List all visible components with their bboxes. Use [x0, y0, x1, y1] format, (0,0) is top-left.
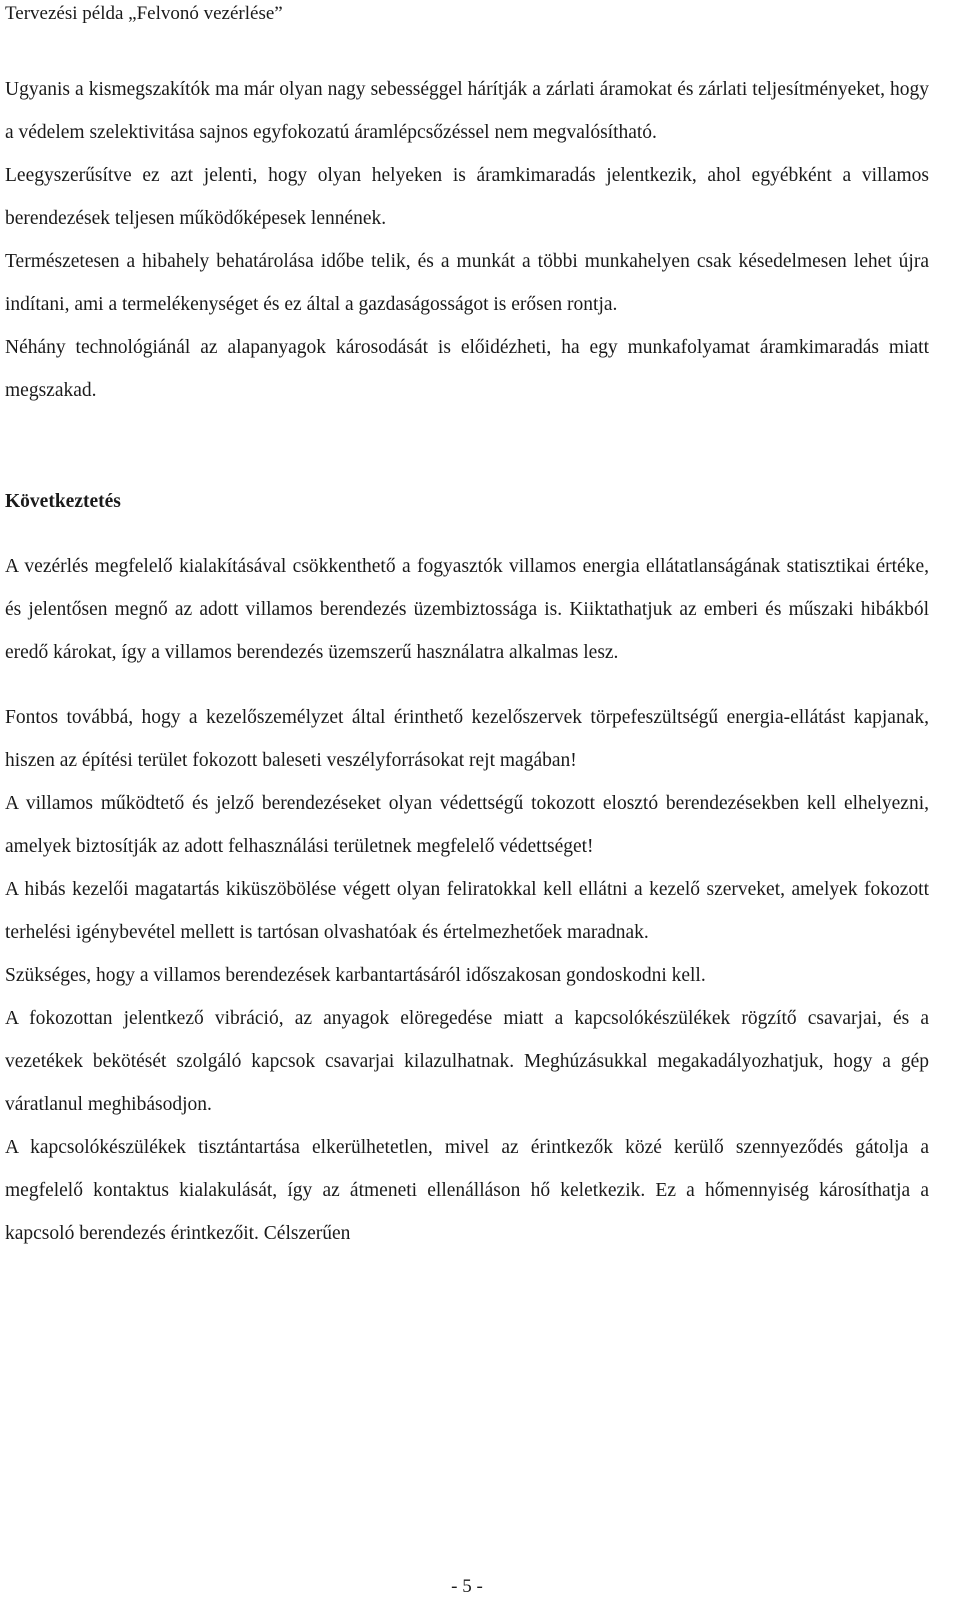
page-number: - 5 -: [451, 1576, 483, 1597]
requirements-section: [5, 696, 929, 1255]
paragraph: A fokozottan jelentkező vibráció, az anyagok elöregedése miatt a kapcsolókészülékek rögzítő csavarjai, és a vezetékek bekötését szolgáló kapcsok csavarjai kilazulhatnak. Meghúzásukkal megakadályozhatjuk, hogy a gép váratlanul meghibásodjon.: [5, 1008, 929, 1115]
paragraph: A kapcsolókészülékek tisztántartása elkerülhetetlen, mivel az érintkezők közé kerülő szennyeződés gátolja a megfelelő kontaktus kialakulását, így az átmeneti ellenálláson hő keletkezik. Ez a hőmennyiség károsíthatja a kapcsoló berendezés érintkezőit. Célszerűen: [5, 1137, 929, 1244]
document-page: [5, 0, 929, 1255]
paragraph: Természetesen a hibahely behatárolása időbe telik, és a munkát a többi munkahelyen csak késedelmesen lehet újra indítani, ami a termelékenységet és ez által a gazdaságosságot is erősen rontja.: [5, 251, 929, 315]
paragraph: Szükséges, hogy a villamos berendezések karbantartásáról időszakosan gondoskodni kell.: [5, 965, 706, 986]
paragraph: Fontos továbbá, hogy a kezelőszemélyzet által érinthető kezelőszervek törpefeszültségű energia-ellátást kapjanak, hiszen az építési terület fokozott baleseti veszélyforrásokat rejt magában!: [5, 707, 929, 771]
paragraph: Ugyanis a kismegszakítók ma már olyan nagy sebességgel hárítják a zárlati áramokat és zárlati teljesítményeket, hogy a védelem szelektivitása sajnos egyfokozatú áramlépcsőzéssel nem megvalósítható.: [5, 79, 929, 143]
page-header: Tervezési példa „Felvonó vezérlése”: [5, 3, 283, 24]
conclusion-section: [5, 545, 929, 674]
paragraph: A villamos működtető és jelző berendezéseket olyan védettségű tokozott elosztó berendezésekben kell elhelyezni, amelyek biztosítják az adott felhasználási területnek megfelelő védettséget!: [5, 793, 929, 857]
paragraph: A vezérlés megfelelő kialakításával csökkenthető a fogyasztók villamos energia ellátatlanságának statisztikai értéke, és jelentősen megnő az adott villamos berendezés üzembiztossága is. Kiiktathatjuk az emberi és műszaki hibákból eredő károkat, így a villamos berendezés üzemszerű használatra alkalmas lesz.: [5, 556, 929, 663]
paragraph: A hibás kezelői magatartás kiküszöbölése végett olyan feliratokkal kell ellátni a kezelő szerveket, amelyek fokozott terhelési igénybevétel mellett is tartósan olvashatóak és értelmezhetőek maradnak.: [5, 879, 929, 943]
paragraph: Néhány technológiánál az alapanyagok károsodását is előidézheti, ha egy munkafolyamat áramkimaradás miatt megszakad.: [5, 337, 929, 401]
intro-section: [5, 68, 929, 412]
section-heading: Következtetés: [5, 491, 121, 512]
paragraph: Leegyszerűsítve ez azt jelenti, hogy olyan helyeken is áramkimaradás jelentkezik, ahol egyébként a villamos berendezések teljesen működőképesek lennének.: [5, 165, 929, 229]
